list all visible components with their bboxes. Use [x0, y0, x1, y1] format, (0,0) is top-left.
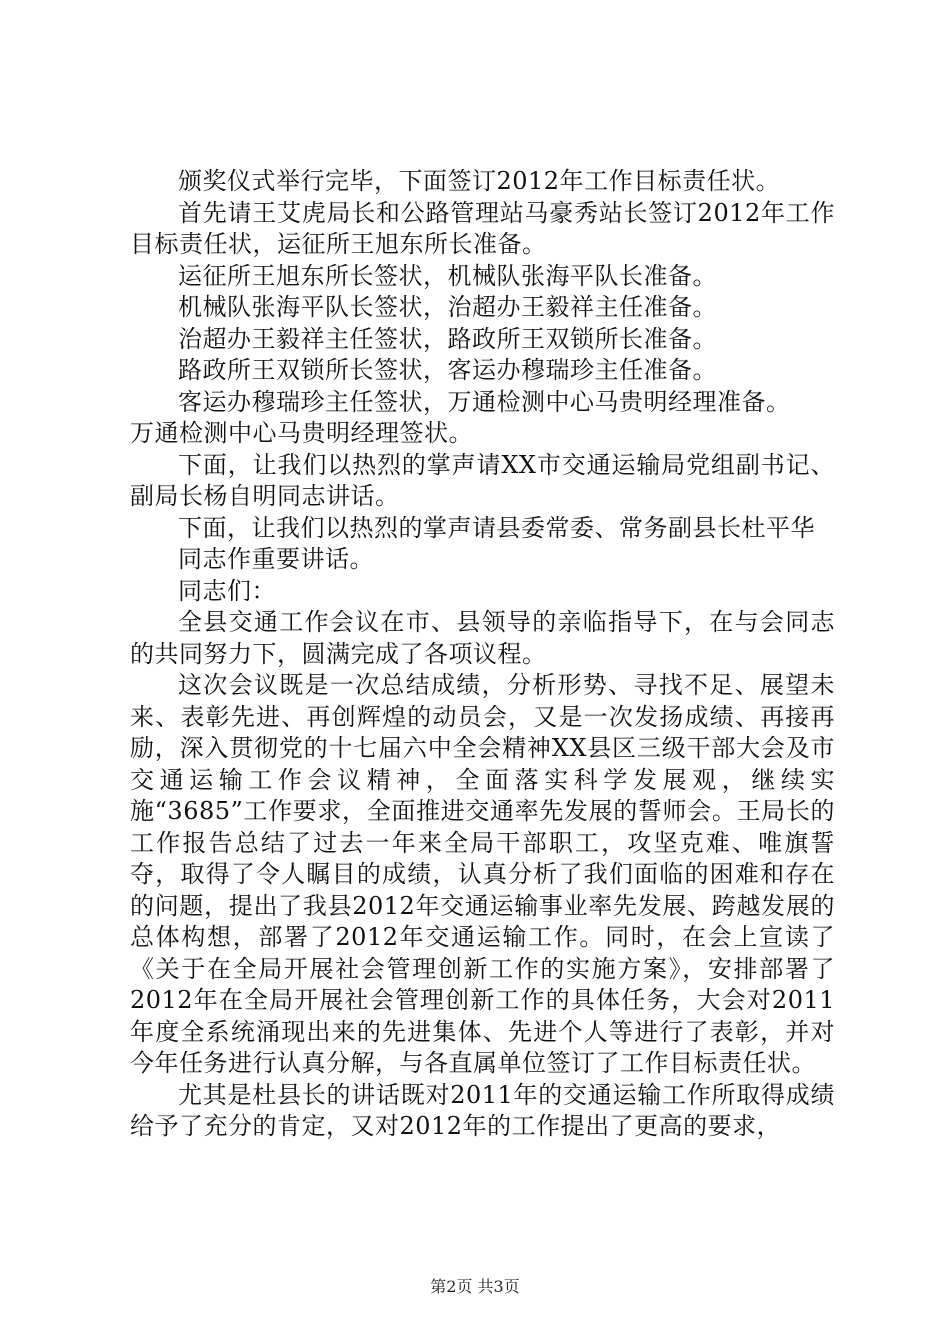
paragraph-meeting-complete: 全县交通工作会议在市、县领导的亲临指导下，在与会同志的共同努力下，圆满完成了各项议程。 — [130, 608, 835, 668]
paragraph-signing-2: 运征所王旭东所长签状，机械队张海平队长准备。 — [178, 261, 717, 290]
paragraph-meeting-summary: 这次会议既是一次总结成绩，分析形势、寻找不足、展望未来、表彰先进、再创辉煌的动员会，又是一次发扬成绩、再接再励，深入贯彻党的十七届六中全会精神XX县区三级干部大会及市交通运输工作会议精神，全面落实科学发展观，继续实施“3685”工作要求，全面推进交通率先发展的誓师会。王局长的工作报告总结了过去一年来全局干部职工，攻坚克难、唯旗誓夺，取得了令人瞩目的成绩，认真分析了我们面临的困难和存在的问题，提出了我县2012年交通运输事业率先发展、跨越发展的总体构想，部署了2012年交通运输工作。同时，在会上宣读了《关于在全局开展社会管理创新工作的实施方案》，安排部署了2012年在全局开展社会管理创新工作的具体任务，大会对2011年度全系统涌现出来的先进集体、先进个人等进行了表彰，并对今年任务进行认真分解，与各直属单位签订了工作目标责任状。 — [130, 671, 835, 1077]
paragraph-signing-5: 路政所王双锁所长签状，客运办穆瑞珍主任准备。 — [178, 356, 717, 384]
paragraph-county-speech-cont: 同志作重要讲话。 — [178, 545, 374, 573]
paragraph-signing-7: 万通检测中心马贵明经理签状。 — [130, 419, 473, 447]
paragraph-county-speech: 下面，让我们以热烈的掌声请县委常委、常务副县长杜平华 — [178, 513, 815, 542]
paragraph-salutation: 同志们： — [178, 576, 276, 605]
paragraph-signing-3: 机械队张海平队长签状，治超办王毅祥主任准备。 — [178, 293, 717, 321]
document-body — [130, 166, 835, 1143]
page-number-footer: 第2页 共3页 — [430, 1277, 520, 1296]
paragraph-first-signing: 首先请王艾虎局长和公路管理站马豪秀站长签订2012年工作目标责任状，运征所王旭东所长准备。 — [130, 198, 835, 258]
paragraph-award-finished: 颁奖仪式举行完毕，下面签订2012年工作目标责任状。 — [178, 167, 781, 195]
paragraph-du-speech: 尤其是杜县长的讲话既对2011年的交通运输工作所取得成绩给予了充分的肯定，又对2012年的工作提出了更高的要求， — [130, 1080, 835, 1140]
paragraph-city-speech: 下面，让我们以热烈的掌声请XX市交通运输局党组副书记、副局长杨自明同志讲话。 — [130, 450, 835, 510]
paragraph-signing-4: 治超办王毅祥主任签状，路政所王双锁所长准备。 — [178, 324, 717, 353]
paragraph-signing-6: 客运办穆瑞珍主任签状，万通检测中心马贵明经理准备。 — [178, 387, 791, 416]
